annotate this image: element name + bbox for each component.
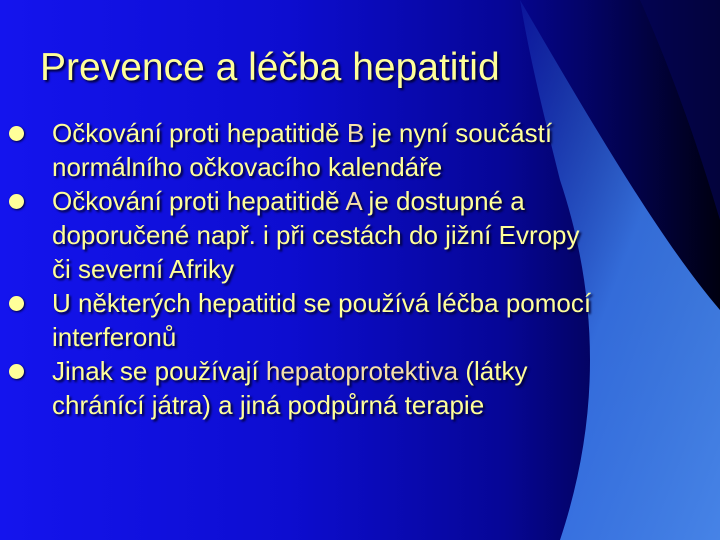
round-bullet-icon	[9, 364, 24, 379]
bullet-text: Jinak se používají	[52, 356, 266, 386]
bullet-line: U některých hepatitid se používá léčba pomocí	[52, 288, 592, 318]
bullet-list	[52, 116, 720, 422]
bullet-highlight: B	[346, 118, 365, 148]
bullet-line: či severní Afriky	[52, 254, 235, 284]
bullet-line	[52, 186, 525, 216]
round-bullet-icon	[9, 126, 24, 141]
bullet-text: (látky	[458, 356, 528, 386]
bullet-text: Očkování proti hepatitidě	[52, 186, 346, 216]
bullet-line	[52, 118, 552, 148]
bullet-item	[52, 354, 720, 422]
bullet-item	[52, 286, 720, 354]
bullet-line: chránící játra) a jiná podpůrná terapie	[52, 390, 485, 420]
bullet-line: doporučené např. i při cestách do jižní Evropy	[52, 220, 580, 250]
bullet-text: je dostupné a	[361, 186, 525, 216]
bullet-line: normálního očkovacího kalendáře	[52, 152, 443, 182]
bullet-line	[52, 356, 527, 386]
bullet-highlight: hepatoprotektiva	[265, 356, 459, 386]
bullet-line: interferonů	[52, 322, 177, 352]
bullet-text: je nyní součástí	[364, 118, 553, 148]
bullet-item	[52, 116, 720, 184]
bullet-text: Očkování proti hepatitidě	[52, 118, 347, 148]
slide-title: Prevence a léčba hepatitid	[40, 46, 500, 89]
round-bullet-icon	[9, 296, 24, 311]
bullet-item	[52, 184, 720, 286]
round-bullet-icon	[9, 194, 24, 209]
bullet-highlight: A	[345, 186, 362, 216]
